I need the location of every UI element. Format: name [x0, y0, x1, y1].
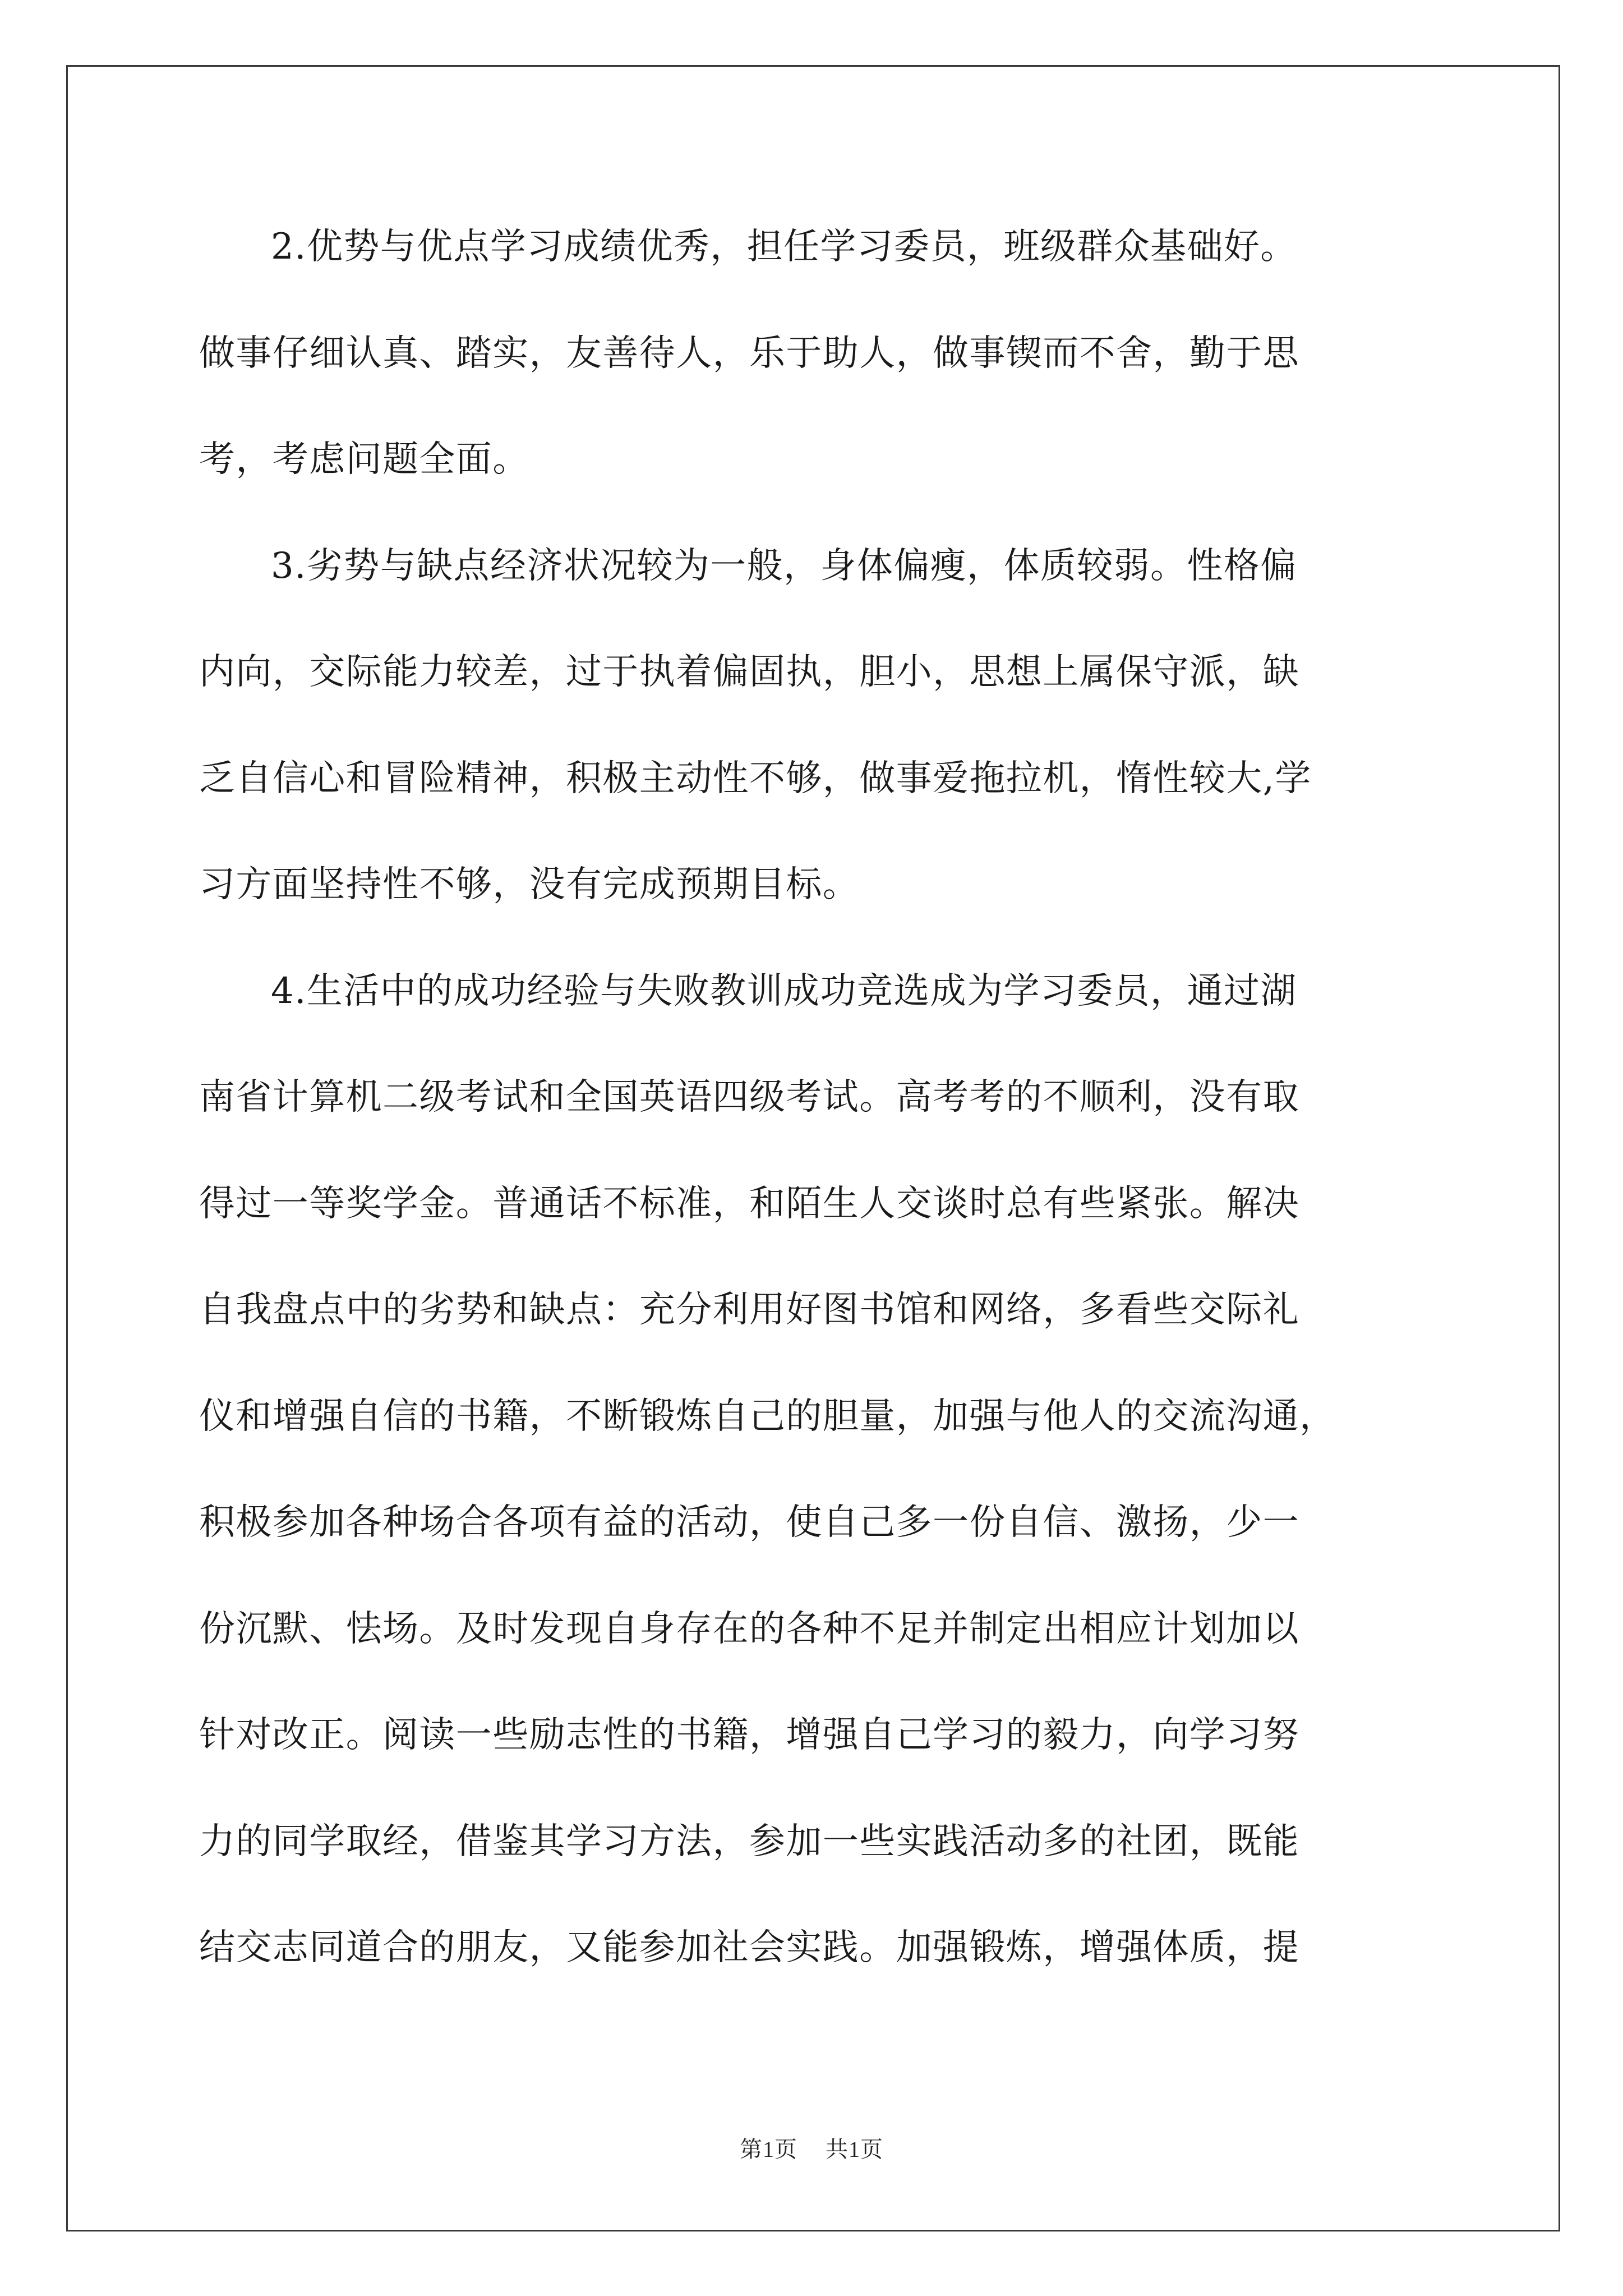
paragraph-line: 仪和增强自信的书籍，不断锻炼自己的胆量，加强与他人的交流沟通，	[199, 1395, 1336, 1437]
paragraph-line: 4.生活中的成功经验与失败教训成功竞选成为学习委员，通过湖	[271, 970, 1297, 1012]
page-total: 共1页	[826, 2137, 883, 2162]
paragraph-line: 份沉默、怯场。及时发现自身存在的各种不足并制定出相应计划加以	[199, 1608, 1299, 1650]
paragraph-line: 做事仔细认真、踏实，友善待人，乐于助人，做事锲而不舍，勤于思	[199, 332, 1299, 374]
paragraph-line: 习方面坚持性不够，没有完成预期目标。	[199, 864, 860, 905]
paragraph-line: 结交志同道合的朋友，又能参加社会实践。加强锻炼，增强体质，提	[199, 1927, 1299, 1968]
paragraph-line: 南省计算机二级考试和全国英语四级考试。高考考的不顺利，没有取	[199, 1076, 1299, 1118]
page-number: 第1页	[740, 2137, 797, 2162]
paragraph-line: 3.劣势与缺点经济状况较为一般，身体偏瘦，体质较弱。性格偏	[271, 545, 1297, 587]
paragraph-line: 力的同学取经，借鉴其学习方法，参加一些实践活动多的社团，既能	[199, 1820, 1299, 1862]
paragraph-line: 考，考虑问题全面。	[199, 439, 529, 480]
paragraph-line: 自我盘点中的劣势和缺点：充分利用好图书馆和网络，多看些交际礼	[199, 1289, 1299, 1331]
paragraph-line: 2.优势与优点学习成绩优秀，担任学习委员，班级群众基础好。	[271, 226, 1297, 268]
paragraph-line: 积极参加各种场合各项有益的活动，使自己多一份自信、激扬，少一	[199, 1502, 1299, 1543]
paragraph-line: 得过一等奖学金。普通话不标准，和陌生人交谈时总有些紧张。解决	[199, 1182, 1299, 1225]
page-footer	[0, 2132, 1623, 2164]
paragraph-line: 针对改正。阅读一些励志性的书籍，增强自己学习的毅力，向学习努	[199, 1714, 1299, 1756]
paragraph-line: 乏自信心和冒险精神，积极主动性不够，做事爱拖拉机，惰性较大,学	[199, 757, 1312, 799]
paragraph-line: 内向，交际能力较差，过于执着偏固执，胆小，思想上属保守派，缺	[199, 651, 1299, 693]
document-body	[199, 213, 1422, 2021]
